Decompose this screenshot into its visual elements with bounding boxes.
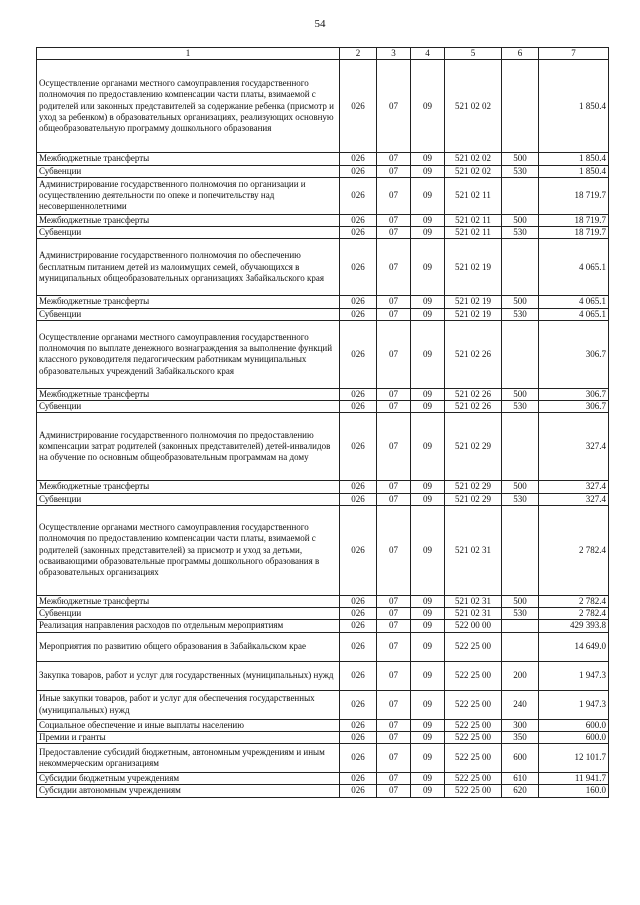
subsection-code: 09 <box>411 165 445 177</box>
amount: 2 782.4 <box>539 608 609 620</box>
subsection-code: 09 <box>411 620 445 632</box>
section-code: 07 <box>377 744 411 773</box>
table-row <box>37 690 609 719</box>
ministry-code: 026 <box>340 632 377 661</box>
row-description: Реализация направления расходов по отдельным мероприятиям <box>37 620 340 632</box>
table-row <box>37 296 609 308</box>
target-article-code: 521 02 19 <box>445 239 502 296</box>
amount: 306.7 <box>539 388 609 400</box>
amount: 1 947.3 <box>539 661 609 690</box>
subsection-code: 09 <box>411 308 445 320</box>
row-description: Межбюджетные трансферты <box>37 153 340 165</box>
section-code: 07 <box>377 177 411 214</box>
section-code: 07 <box>377 239 411 296</box>
row-description: Межбюджетные трансферты <box>37 214 340 226</box>
ministry-code: 026 <box>340 481 377 493</box>
amount: 327.4 <box>539 493 609 505</box>
section-code: 07 <box>377 388 411 400</box>
ministry-code: 026 <box>340 177 377 214</box>
amount: 14 649.0 <box>539 632 609 661</box>
target-article-code: 521 02 29 <box>445 413 502 481</box>
target-article-code: 521 02 02 <box>445 60 502 153</box>
amount: 160.0 <box>539 785 609 797</box>
ministry-code: 026 <box>340 620 377 632</box>
table-row <box>37 620 609 632</box>
target-article-code: 522 25 00 <box>445 744 502 773</box>
amount: 4 065.1 <box>539 308 609 320</box>
subsection-code: 09 <box>411 744 445 773</box>
amount: 2 782.4 <box>539 505 609 595</box>
target-article-code: 522 25 00 <box>445 785 502 797</box>
ministry-code: 026 <box>340 320 377 388</box>
ministry-code: 026 <box>340 595 377 607</box>
expense-type-code: 500 <box>502 595 539 607</box>
table-row <box>37 413 609 481</box>
target-article-code: 521 02 11 <box>445 227 502 239</box>
row-description: Закупка товаров, работ и услуг для государственных (муниципальных) нужд <box>37 661 340 690</box>
row-description: Субвенции <box>37 401 340 413</box>
row-description: Осуществление органами местного самоуправления государственного полномочия по предоставлению компенсации части платы, взимаемой с родителей или законных представителей за содержание ребенка (присмотр и уход за ребенком) в образовательных организациях, реализующих основную общеобразовательную программу дошкольного образования <box>37 60 340 153</box>
amount: 1 850.4 <box>539 153 609 165</box>
column-header: 2 <box>340 48 377 60</box>
subsection-code: 09 <box>411 493 445 505</box>
target-article-code: 521 02 29 <box>445 493 502 505</box>
amount: 18 719.7 <box>539 227 609 239</box>
section-code: 07 <box>377 731 411 743</box>
target-article-code: 521 02 02 <box>445 153 502 165</box>
target-article-code: 521 02 02 <box>445 165 502 177</box>
ministry-code: 026 <box>340 493 377 505</box>
table-row <box>37 227 609 239</box>
ministry-code: 026 <box>340 214 377 226</box>
subsection-code: 09 <box>411 731 445 743</box>
section-code: 07 <box>377 413 411 481</box>
column-header-row <box>37 48 609 60</box>
expense-type-code <box>502 177 539 214</box>
expense-type-code: 610 <box>502 773 539 785</box>
target-article-code: 521 02 11 <box>445 214 502 226</box>
target-article-code: 521 02 26 <box>445 320 502 388</box>
expense-type-code <box>502 320 539 388</box>
ministry-code: 026 <box>340 719 377 731</box>
subsection-code: 09 <box>411 239 445 296</box>
target-article-code: 521 02 31 <box>445 505 502 595</box>
ministry-code: 026 <box>340 413 377 481</box>
target-article-code: 522 00 00 <box>445 620 502 632</box>
target-article-code: 522 25 00 <box>445 661 502 690</box>
budget-table <box>36 47 609 798</box>
table-row <box>37 214 609 226</box>
row-description: Администрирование государственного полномочия по предоставлению компенсации затрат родителей (законных представителей) детей-инвалидов на обучение по основным общеобразовательным программам на дому <box>37 413 340 481</box>
row-description: Иные закупки товаров, работ и услуг для обеспечения государственных (муниципальных) нужд <box>37 690 340 719</box>
subsection-code: 09 <box>411 595 445 607</box>
ministry-code: 026 <box>340 60 377 153</box>
section-code: 07 <box>377 620 411 632</box>
table-row <box>37 481 609 493</box>
ministry-code: 026 <box>340 731 377 743</box>
expense-type-code: 200 <box>502 661 539 690</box>
column-header: 1 <box>37 48 340 60</box>
subsection-code: 09 <box>411 719 445 731</box>
subsection-code: 09 <box>411 153 445 165</box>
subsection-code: 09 <box>411 320 445 388</box>
subsection-code: 09 <box>411 60 445 153</box>
target-article-code: 522 25 00 <box>445 719 502 731</box>
amount: 4 065.1 <box>539 296 609 308</box>
table-row <box>37 177 609 214</box>
subsection-code: 09 <box>411 785 445 797</box>
section-code: 07 <box>377 296 411 308</box>
expense-type-code <box>502 505 539 595</box>
subsection-code: 09 <box>411 632 445 661</box>
expense-type-code: 530 <box>502 493 539 505</box>
amount: 429 393.8 <box>539 620 609 632</box>
amount: 1 947.3 <box>539 690 609 719</box>
expense-type-code: 500 <box>502 214 539 226</box>
table-row <box>37 632 609 661</box>
section-code: 07 <box>377 661 411 690</box>
section-code: 07 <box>377 632 411 661</box>
row-description: Осуществление органами местного самоуправления государственного полномочия по предоставлению компенсации части платы, взимаемой с родителей (законных представителей) за присмотр и уход за детьми, осваивающими образовательные программы дошкольного образования в образовательных организациях <box>37 505 340 595</box>
expense-type-code: 500 <box>502 296 539 308</box>
subsection-code: 09 <box>411 413 445 481</box>
amount: 12 101.7 <box>539 744 609 773</box>
ministry-code: 026 <box>340 505 377 595</box>
expense-type-code: 300 <box>502 719 539 731</box>
section-code: 07 <box>377 153 411 165</box>
section-code: 07 <box>377 214 411 226</box>
section-code: 07 <box>377 308 411 320</box>
subsection-code: 09 <box>411 296 445 308</box>
target-article-code: 521 02 11 <box>445 177 502 214</box>
amount: 306.7 <box>539 401 609 413</box>
section-code: 07 <box>377 320 411 388</box>
table-row <box>37 744 609 773</box>
ministry-code: 026 <box>340 785 377 797</box>
subsection-code: 09 <box>411 401 445 413</box>
target-article-code: 521 02 29 <box>445 481 502 493</box>
section-code: 07 <box>377 608 411 620</box>
subsection-code: 09 <box>411 227 445 239</box>
target-article-code: 521 02 31 <box>445 608 502 620</box>
target-article-code: 521 02 31 <box>445 595 502 607</box>
subsection-code: 09 <box>411 608 445 620</box>
amount: 18 719.7 <box>539 177 609 214</box>
subsection-code: 09 <box>411 214 445 226</box>
target-article-code: 521 02 26 <box>445 388 502 400</box>
ministry-code: 026 <box>340 388 377 400</box>
target-article-code: 521 02 19 <box>445 308 502 320</box>
ministry-code: 026 <box>340 661 377 690</box>
row-description: Администрирование государственного полномочия по обеспечению бесплатным питанием детей из малоимущих семей, обучающихся в муниципальных общеобразовательных организациях Забайкальского края <box>37 239 340 296</box>
row-description: Субвенции <box>37 608 340 620</box>
table-row <box>37 308 609 320</box>
row-description: Межбюджетные трансферты <box>37 296 340 308</box>
amount: 4 065.1 <box>539 239 609 296</box>
amount: 306.7 <box>539 320 609 388</box>
column-header: 6 <box>502 48 539 60</box>
expense-type-code: 600 <box>502 744 539 773</box>
expense-type-code: 500 <box>502 153 539 165</box>
table-row <box>37 320 609 388</box>
subsection-code: 09 <box>411 481 445 493</box>
row-description: Осуществление органами местного самоуправления государственного полномочия по выплате денежного вознаграждения за выполнение функций классного руководителя педагогическим работникам муниципальных образовательных учреждений Забайкальского края <box>37 320 340 388</box>
table-row <box>37 60 609 153</box>
ministry-code: 026 <box>340 401 377 413</box>
ministry-code: 026 <box>340 296 377 308</box>
amount: 18 719.7 <box>539 214 609 226</box>
expense-type-code: 530 <box>502 227 539 239</box>
row-description: Межбюджетные трансферты <box>37 595 340 607</box>
row-description: Мероприятия по развитию общего образования в Забайкальском крае <box>37 632 340 661</box>
section-code: 07 <box>377 690 411 719</box>
table-row <box>37 401 609 413</box>
section-code: 07 <box>377 165 411 177</box>
table-row <box>37 785 609 797</box>
amount: 11 941.7 <box>539 773 609 785</box>
ministry-code: 026 <box>340 165 377 177</box>
table-row <box>37 773 609 785</box>
expense-type-code: 500 <box>502 388 539 400</box>
expense-type-code: 530 <box>502 308 539 320</box>
section-code: 07 <box>377 785 411 797</box>
ministry-code: 026 <box>340 608 377 620</box>
column-header: 7 <box>539 48 609 60</box>
expense-type-code <box>502 620 539 632</box>
target-article-code: 522 25 00 <box>445 773 502 785</box>
section-code: 07 <box>377 493 411 505</box>
row-description: Субсидии бюджетным учреждениям <box>37 773 340 785</box>
ministry-code: 026 <box>340 308 377 320</box>
expense-type-code: 530 <box>502 165 539 177</box>
amount: 600.0 <box>539 731 609 743</box>
target-article-code: 521 02 26 <box>445 401 502 413</box>
table-row <box>37 719 609 731</box>
row-description: Межбюджетные трансферты <box>37 388 340 400</box>
expense-type-code <box>502 60 539 153</box>
ministry-code: 026 <box>340 153 377 165</box>
subsection-code: 09 <box>411 505 445 595</box>
section-code: 07 <box>377 773 411 785</box>
section-code: 07 <box>377 60 411 153</box>
row-description: Администрирование государственного полномочия по организации и осуществлению деятельности по опеке и попечительству над несовершеннолетними <box>37 177 340 214</box>
amount: 2 782.4 <box>539 595 609 607</box>
target-article-code: 522 25 00 <box>445 731 502 743</box>
row-description: Субвенции <box>37 493 340 505</box>
target-article-code: 521 02 19 <box>445 296 502 308</box>
subsection-code: 09 <box>411 388 445 400</box>
expense-type-code <box>502 239 539 296</box>
table-row <box>37 239 609 296</box>
ministry-code: 026 <box>340 239 377 296</box>
row-description: Премии и гранты <box>37 731 340 743</box>
row-description: Субвенции <box>37 165 340 177</box>
target-article-code: 522 25 00 <box>445 632 502 661</box>
subsection-code: 09 <box>411 661 445 690</box>
page-number: 54 <box>314 18 326 30</box>
subsection-code: 09 <box>411 690 445 719</box>
column-header: 3 <box>377 48 411 60</box>
subsection-code: 09 <box>411 177 445 214</box>
expense-type-code: 620 <box>502 785 539 797</box>
amount: 327.4 <box>539 481 609 493</box>
expense-type-code: 500 <box>502 481 539 493</box>
column-header: 5 <box>445 48 502 60</box>
target-article-code: 522 25 00 <box>445 690 502 719</box>
row-description: Социальное обеспечение и иные выплаты населению <box>37 719 340 731</box>
table-row <box>37 595 609 607</box>
row-description: Субвенции <box>37 227 340 239</box>
ministry-code: 026 <box>340 690 377 719</box>
section-code: 07 <box>377 227 411 239</box>
table-row <box>37 388 609 400</box>
section-code: 07 <box>377 719 411 731</box>
section-code: 07 <box>377 481 411 493</box>
expense-type-code <box>502 632 539 661</box>
row-description: Межбюджетные трансферты <box>37 481 340 493</box>
expense-type-code <box>502 413 539 481</box>
ministry-code: 026 <box>340 744 377 773</box>
ministry-code: 026 <box>340 227 377 239</box>
column-header: 4 <box>411 48 445 60</box>
table-row <box>37 493 609 505</box>
amount: 1 850.4 <box>539 165 609 177</box>
expense-type-code: 530 <box>502 608 539 620</box>
expense-type-code: 350 <box>502 731 539 743</box>
subsection-code: 09 <box>411 773 445 785</box>
expense-type-code: 240 <box>502 690 539 719</box>
table-row <box>37 165 609 177</box>
amount: 1 850.4 <box>539 60 609 153</box>
section-code: 07 <box>377 505 411 595</box>
amount: 600.0 <box>539 719 609 731</box>
expense-type-code: 530 <box>502 401 539 413</box>
row-description: Субсидии автономным учреждениям <box>37 785 340 797</box>
ministry-code: 026 <box>340 773 377 785</box>
table-row <box>37 661 609 690</box>
amount: 327.4 <box>539 413 609 481</box>
row-description: Субвенции <box>37 308 340 320</box>
row-description: Предоставление субсидий бюджетным, автономным учреждениям и иным некоммерческим организациям <box>37 744 340 773</box>
section-code: 07 <box>377 595 411 607</box>
table-row <box>37 608 609 620</box>
table-row <box>37 505 609 595</box>
table-row <box>37 731 609 743</box>
table-row <box>37 153 609 165</box>
section-code: 07 <box>377 401 411 413</box>
